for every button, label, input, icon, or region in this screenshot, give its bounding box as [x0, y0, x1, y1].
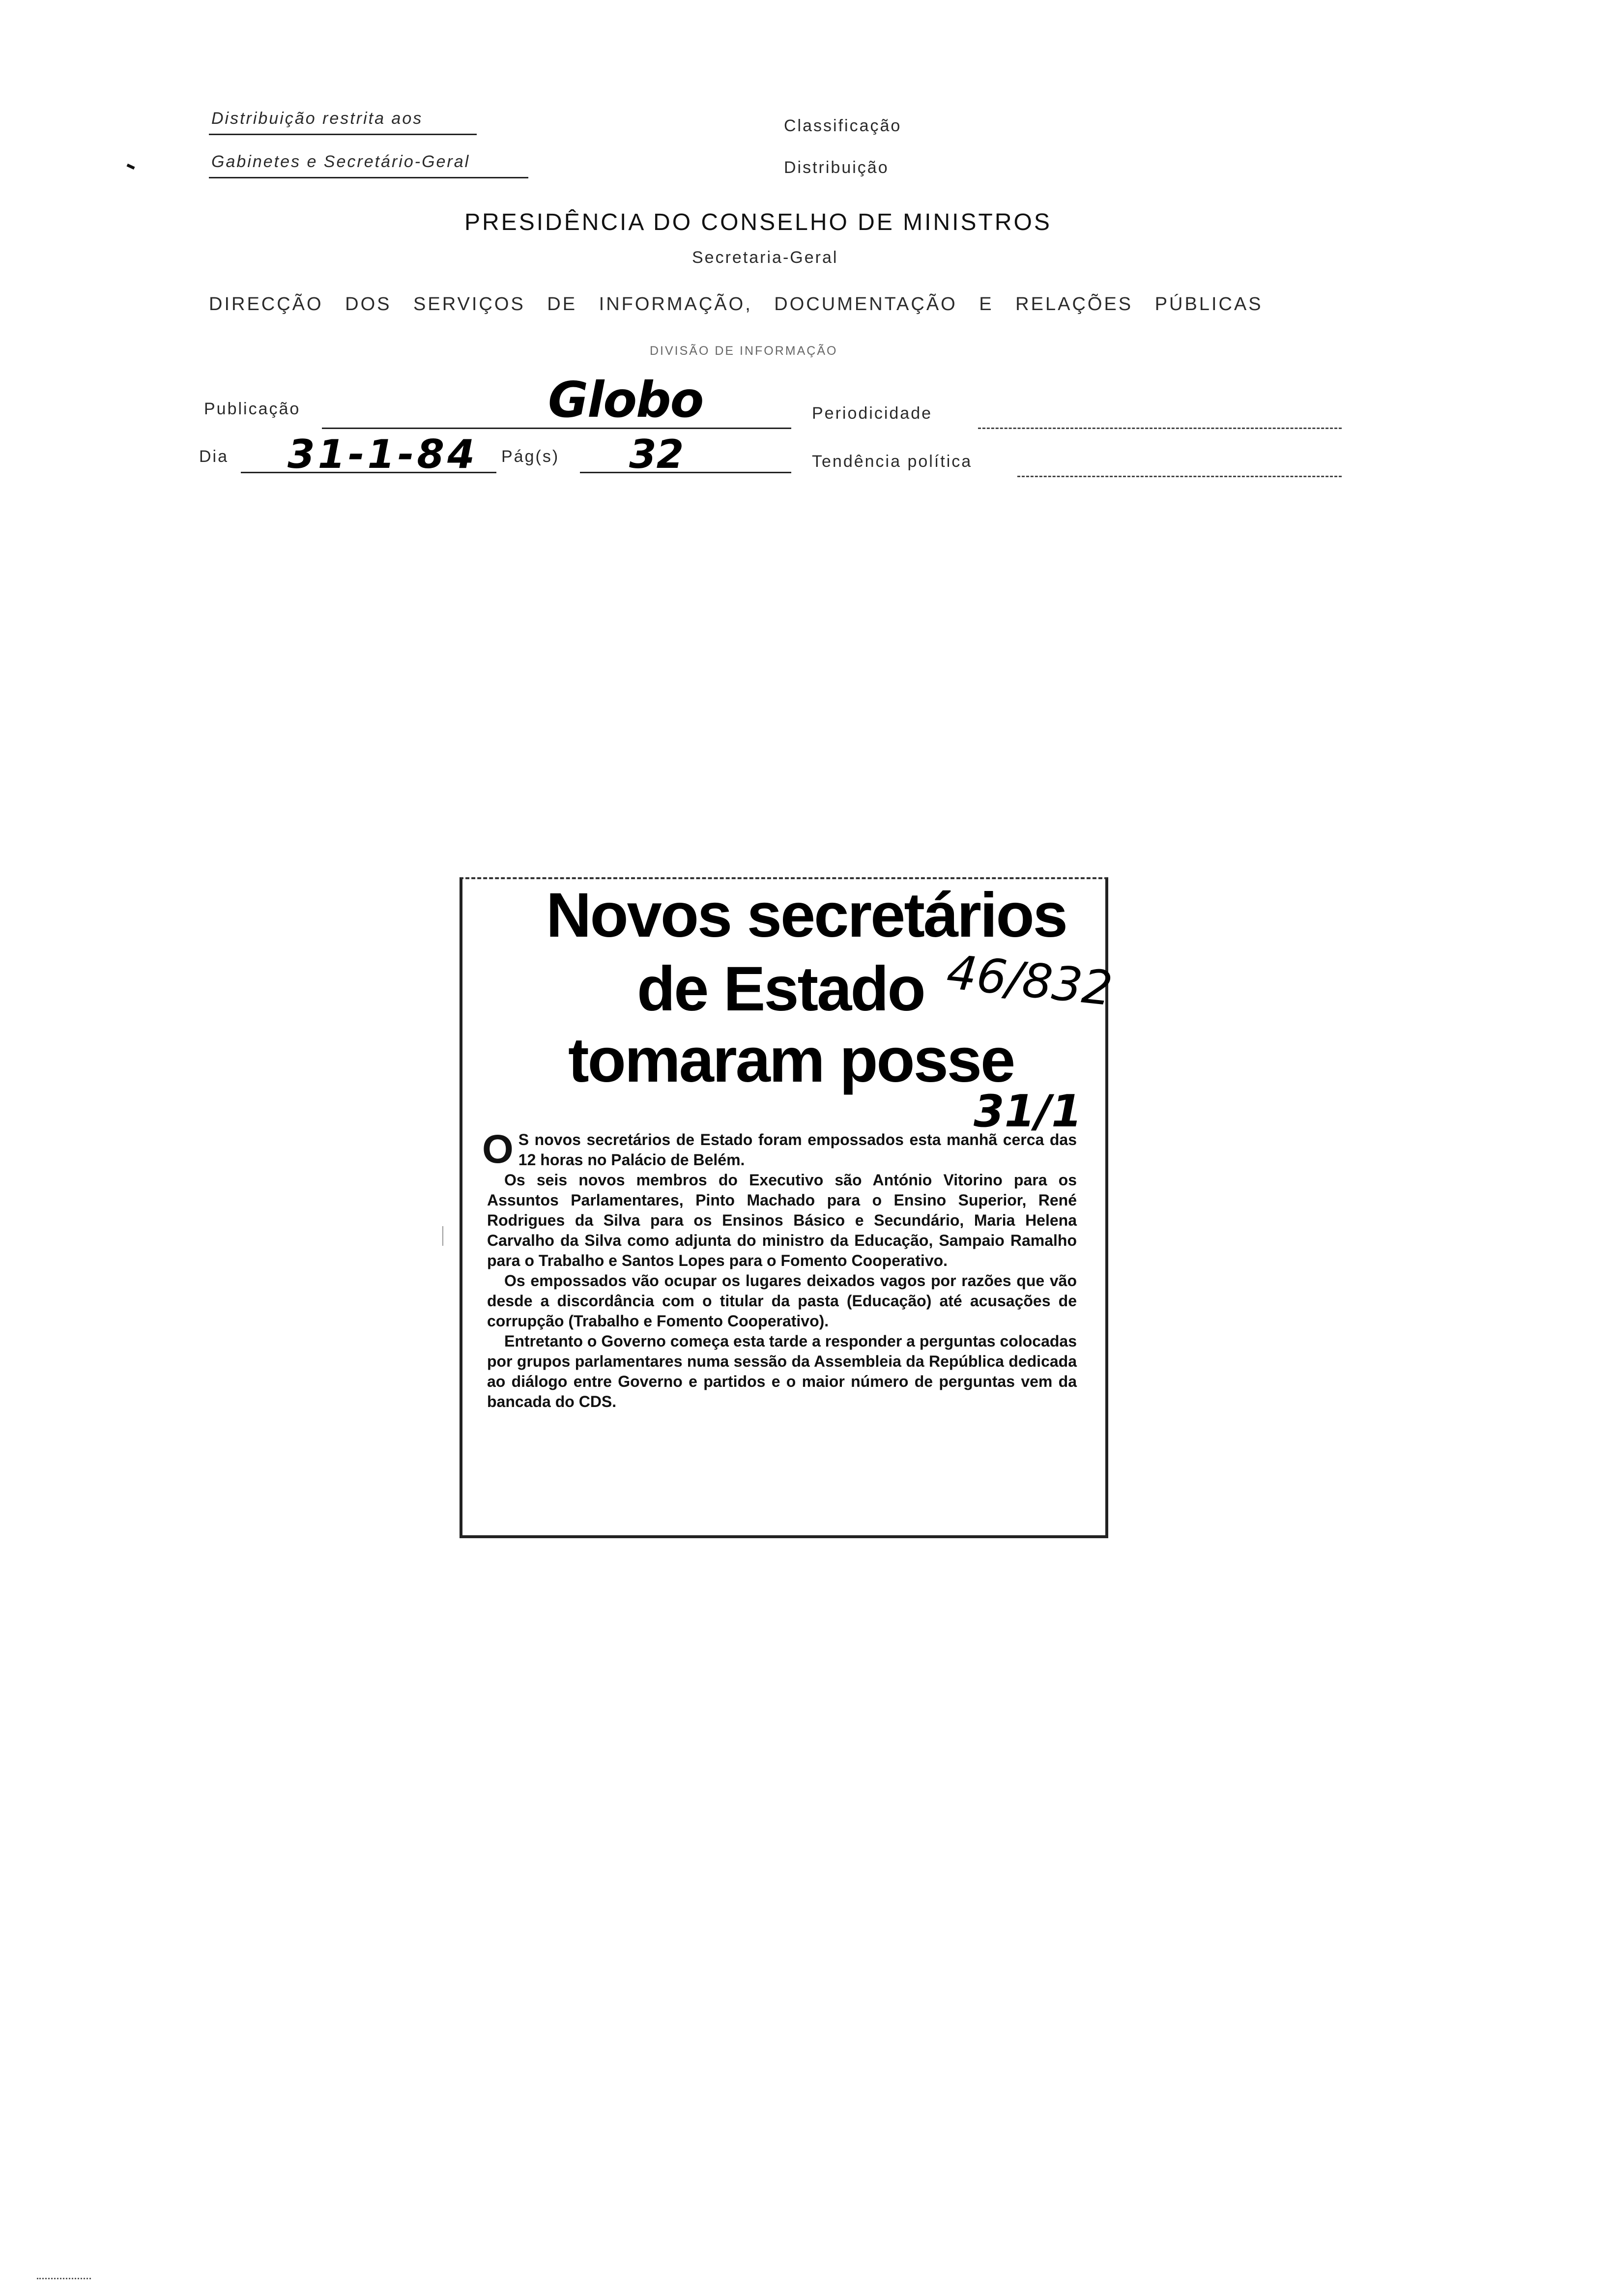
- distribution-line-1: Distribuição restrita aos: [211, 109, 423, 128]
- periodicity-label: Periodicidade: [812, 404, 933, 423]
- distribution-label: Distribuição: [784, 158, 889, 177]
- day-label: Dia: [199, 447, 229, 466]
- article-paragraph-1-text: S novos secretários de Estado foram empossados esta manhã cerca das 12 horas no Palácio de Belém.: [518, 1131, 1077, 1169]
- bottom-margin-mark: [37, 2278, 91, 2281]
- directorate-label: DIRECÇÃO DOS SERVIÇOS DE INFORMAÇÃO, DOCUMENTAÇÃO E RELAÇÕES PÚBLICAS: [209, 294, 1263, 315]
- org-title: PRESIDÊNCIA DO CONSELHO DE MINISTROS: [464, 209, 1052, 235]
- binding-mark: [442, 1226, 443, 1246]
- pages-label: Pág(s): [501, 447, 560, 466]
- handwritten-date: 31/1: [974, 1086, 1082, 1137]
- distribution-line-2-underline: [209, 177, 528, 178]
- tendency-underline: [1017, 476, 1342, 477]
- article-body: [482, 1127, 1077, 1412]
- classification-label: Classificação: [784, 116, 902, 135]
- distribution-line-2: Gabinetes e Secretário-Geral: [211, 152, 470, 171]
- day-value: 31-1-84: [288, 431, 478, 477]
- article-dropcap: O: [482, 1127, 514, 1172]
- division-label: DIVISÃO DE INFORMAÇÃO: [650, 344, 838, 358]
- pages-value: 32: [629, 431, 684, 477]
- handwritten-reference-code: 46/832: [944, 944, 1115, 1017]
- distribution-line-1-underline: [209, 134, 477, 135]
- newspaper-clipping: [460, 877, 1115, 1538]
- tendency-label: Tendência política: [812, 452, 973, 471]
- secretariat-label: Secretaria-Geral: [692, 248, 838, 267]
- article-paragraph-4: Entretanto o Governo começa esta tarde a responder a perguntas colocadas por grupos parlamentares numa sessão da Assembleia da República dedicada ao diálogo entre Governo e partidos e o maior número de perguntas vem da bancada do CDS.: [487, 1332, 1077, 1410]
- article-paragraph-3: Os empossados vão ocupar os lugares deixados vagos por razões que vão desde a discordância com o titular da pasta (Educação) até acusações de corrupção (Trabalho e Fomento Cooperativo).: [487, 1272, 1077, 1330]
- pages-underline: [580, 472, 791, 473]
- headline-line-2: de Estado: [637, 954, 924, 1024]
- periodicity-underline: [978, 428, 1342, 429]
- article-paragraph-1: [482, 1127, 1077, 1172]
- publication-value: Globo: [548, 371, 703, 429]
- headline-line-1: Novos secretários: [546, 880, 1066, 950]
- publication-label: Publicação: [204, 400, 301, 418]
- headline-line-3: tomaram posse: [568, 1025, 1014, 1095]
- margin-mark: [126, 164, 135, 170]
- article-paragraph-2: Os seis novos membros do Executivo são António Vitorino para os Assuntos Parlamentares, Pinto Machado para o Ensino Superior, René Rodrigues da Silva para os Ensinos Básico e Secundário, Maria Helena Carvalho da Silva como adjunta do ministro da Educação, Sampaio Ramalho para o Trabalho e Santos Lopes para o Fomento Cooperativo.: [487, 1171, 1077, 1269]
